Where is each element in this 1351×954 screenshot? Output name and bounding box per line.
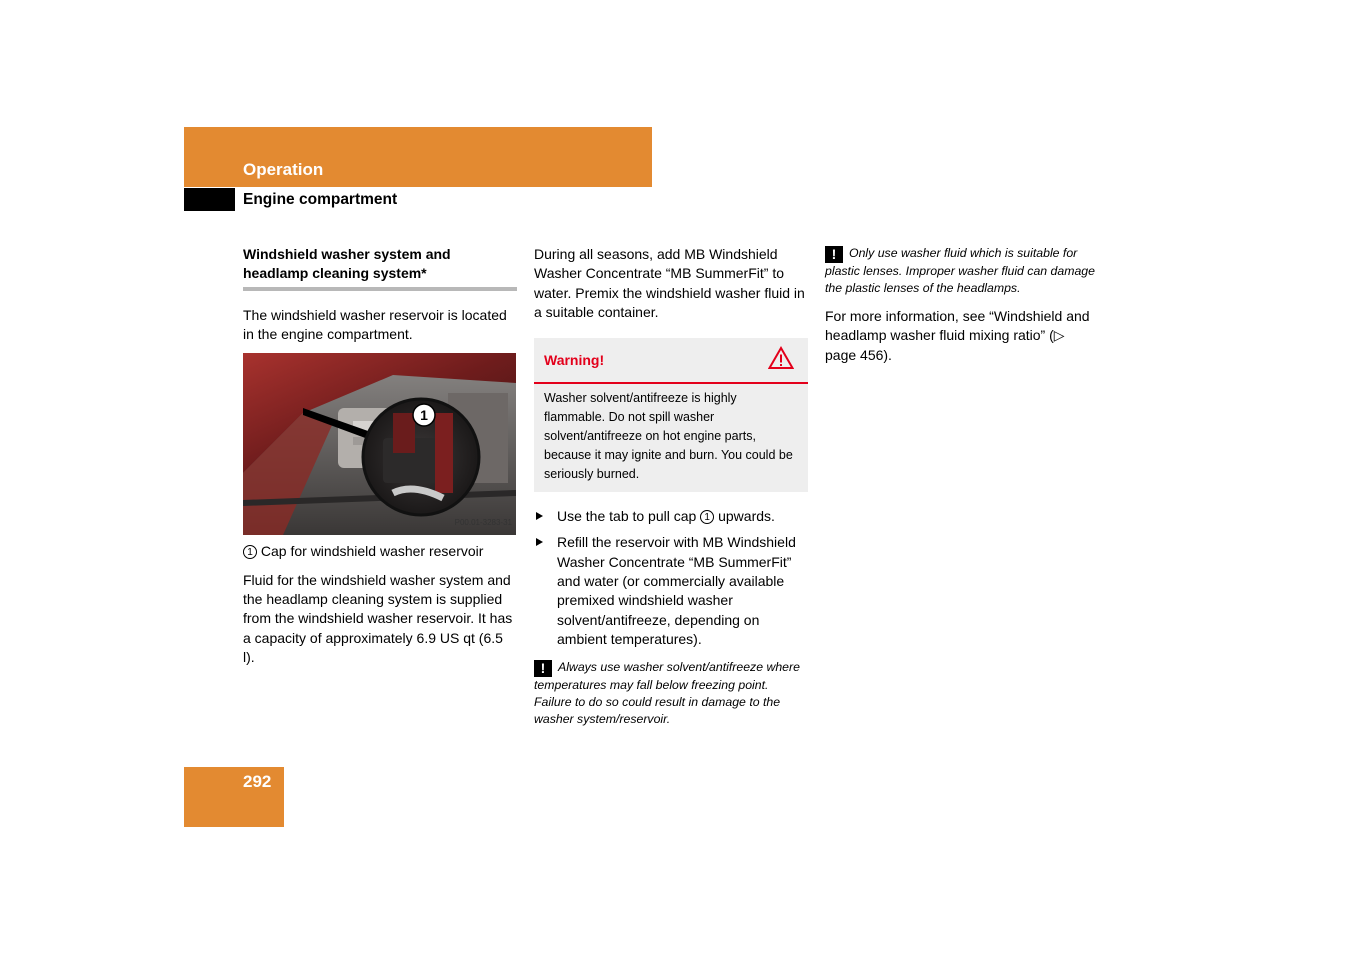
- warning-text: Washer solvent/antifreeze is highly flammable. Do not spill washer solvent/antifreeze on hot engine parts, because it may ignite and burn. You could be seriously burned.: [544, 391, 793, 482]
- step-refill-reservoir: [534, 533, 808, 649]
- capacity-paragraph: Fluid for the windshield washer system and the headlamp cleaning system is supplied from the windshield washer reservoir. It has a capacity of approximately 6.9 US qt (6.5 l).: [243, 571, 513, 666]
- step2-text: Refill the reservoir with MB Windshield Washer Concentrate “MB SummerFit” and water (or commercially available premixed windshield washer solvent/antifreeze, depending on ambient temperatures).: [557, 534, 796, 647]
- bullet-arrow-icon: [536, 538, 543, 546]
- photo-caption: [243, 542, 517, 561]
- season-paragraph: During all seasons, add MB Windshield Washer Concentrate “MB SummerFit” to water. Premix the windshield washer fluid in a suitable container.: [534, 246, 805, 320]
- note-antifreeze: [534, 659, 808, 728]
- warning-header: [534, 338, 808, 384]
- page-number: 292: [243, 772, 272, 791]
- engine-photo-illustration: [243, 353, 516, 535]
- topic-heading: Windshield washer system and headlamp cleaning system*: [243, 245, 517, 291]
- warning-title: Warning!: [544, 352, 605, 369]
- photo-reference-code: P00.01-3283-31: [454, 518, 512, 528]
- note-plastic-lenses: [825, 245, 1099, 297]
- warning-box: [534, 338, 808, 492]
- note-antifreeze-text: Always use washer solvent/antifreeze where temperatures may fall below freezing point. Failure to do so could result in damage to the washer system/reservoir.: [534, 660, 800, 727]
- step1-text: Use the tab to pull cap: [557, 508, 697, 525]
- photo-callout-number: 1: [420, 406, 428, 423]
- caption-text: Cap for windshield washer reservoir: [260, 542, 484, 559]
- exclamation-icon: !: [825, 246, 843, 263]
- header-tab-marker: [184, 188, 235, 211]
- bullet-arrow-icon: [536, 512, 543, 520]
- column-3: [825, 245, 1099, 365]
- step1-text-end: upwards.: [718, 508, 775, 525]
- section-title: Operation: [243, 160, 324, 179]
- column-1: [243, 245, 517, 667]
- note-plastic-lenses-text: Only use washer fluid which is suitable for plastic lenses. Improper washer fluid can damage the plastic lenses of the headlamps.: [825, 246, 1095, 295]
- exclamation-icon: !: [534, 660, 552, 677]
- column-2: [534, 245, 808, 728]
- warning-triangle-icon: [768, 346, 794, 375]
- intro-paragraph: The windshield washer reservoir is located in the engine compartment.: [243, 307, 507, 343]
- subsection-title: Engine compartment: [243, 191, 398, 208]
- engine-compartment-photo: [243, 353, 516, 535]
- more-info-paragraph: For more information, see “Windshield and headlamp washer fluid mixing ratio” (▷ page 456).: [825, 308, 1090, 363]
- caption-callout-number: 1: [243, 545, 257, 559]
- step1-callout-number: 1: [700, 510, 714, 524]
- step-pull-cap: [534, 507, 808, 526]
